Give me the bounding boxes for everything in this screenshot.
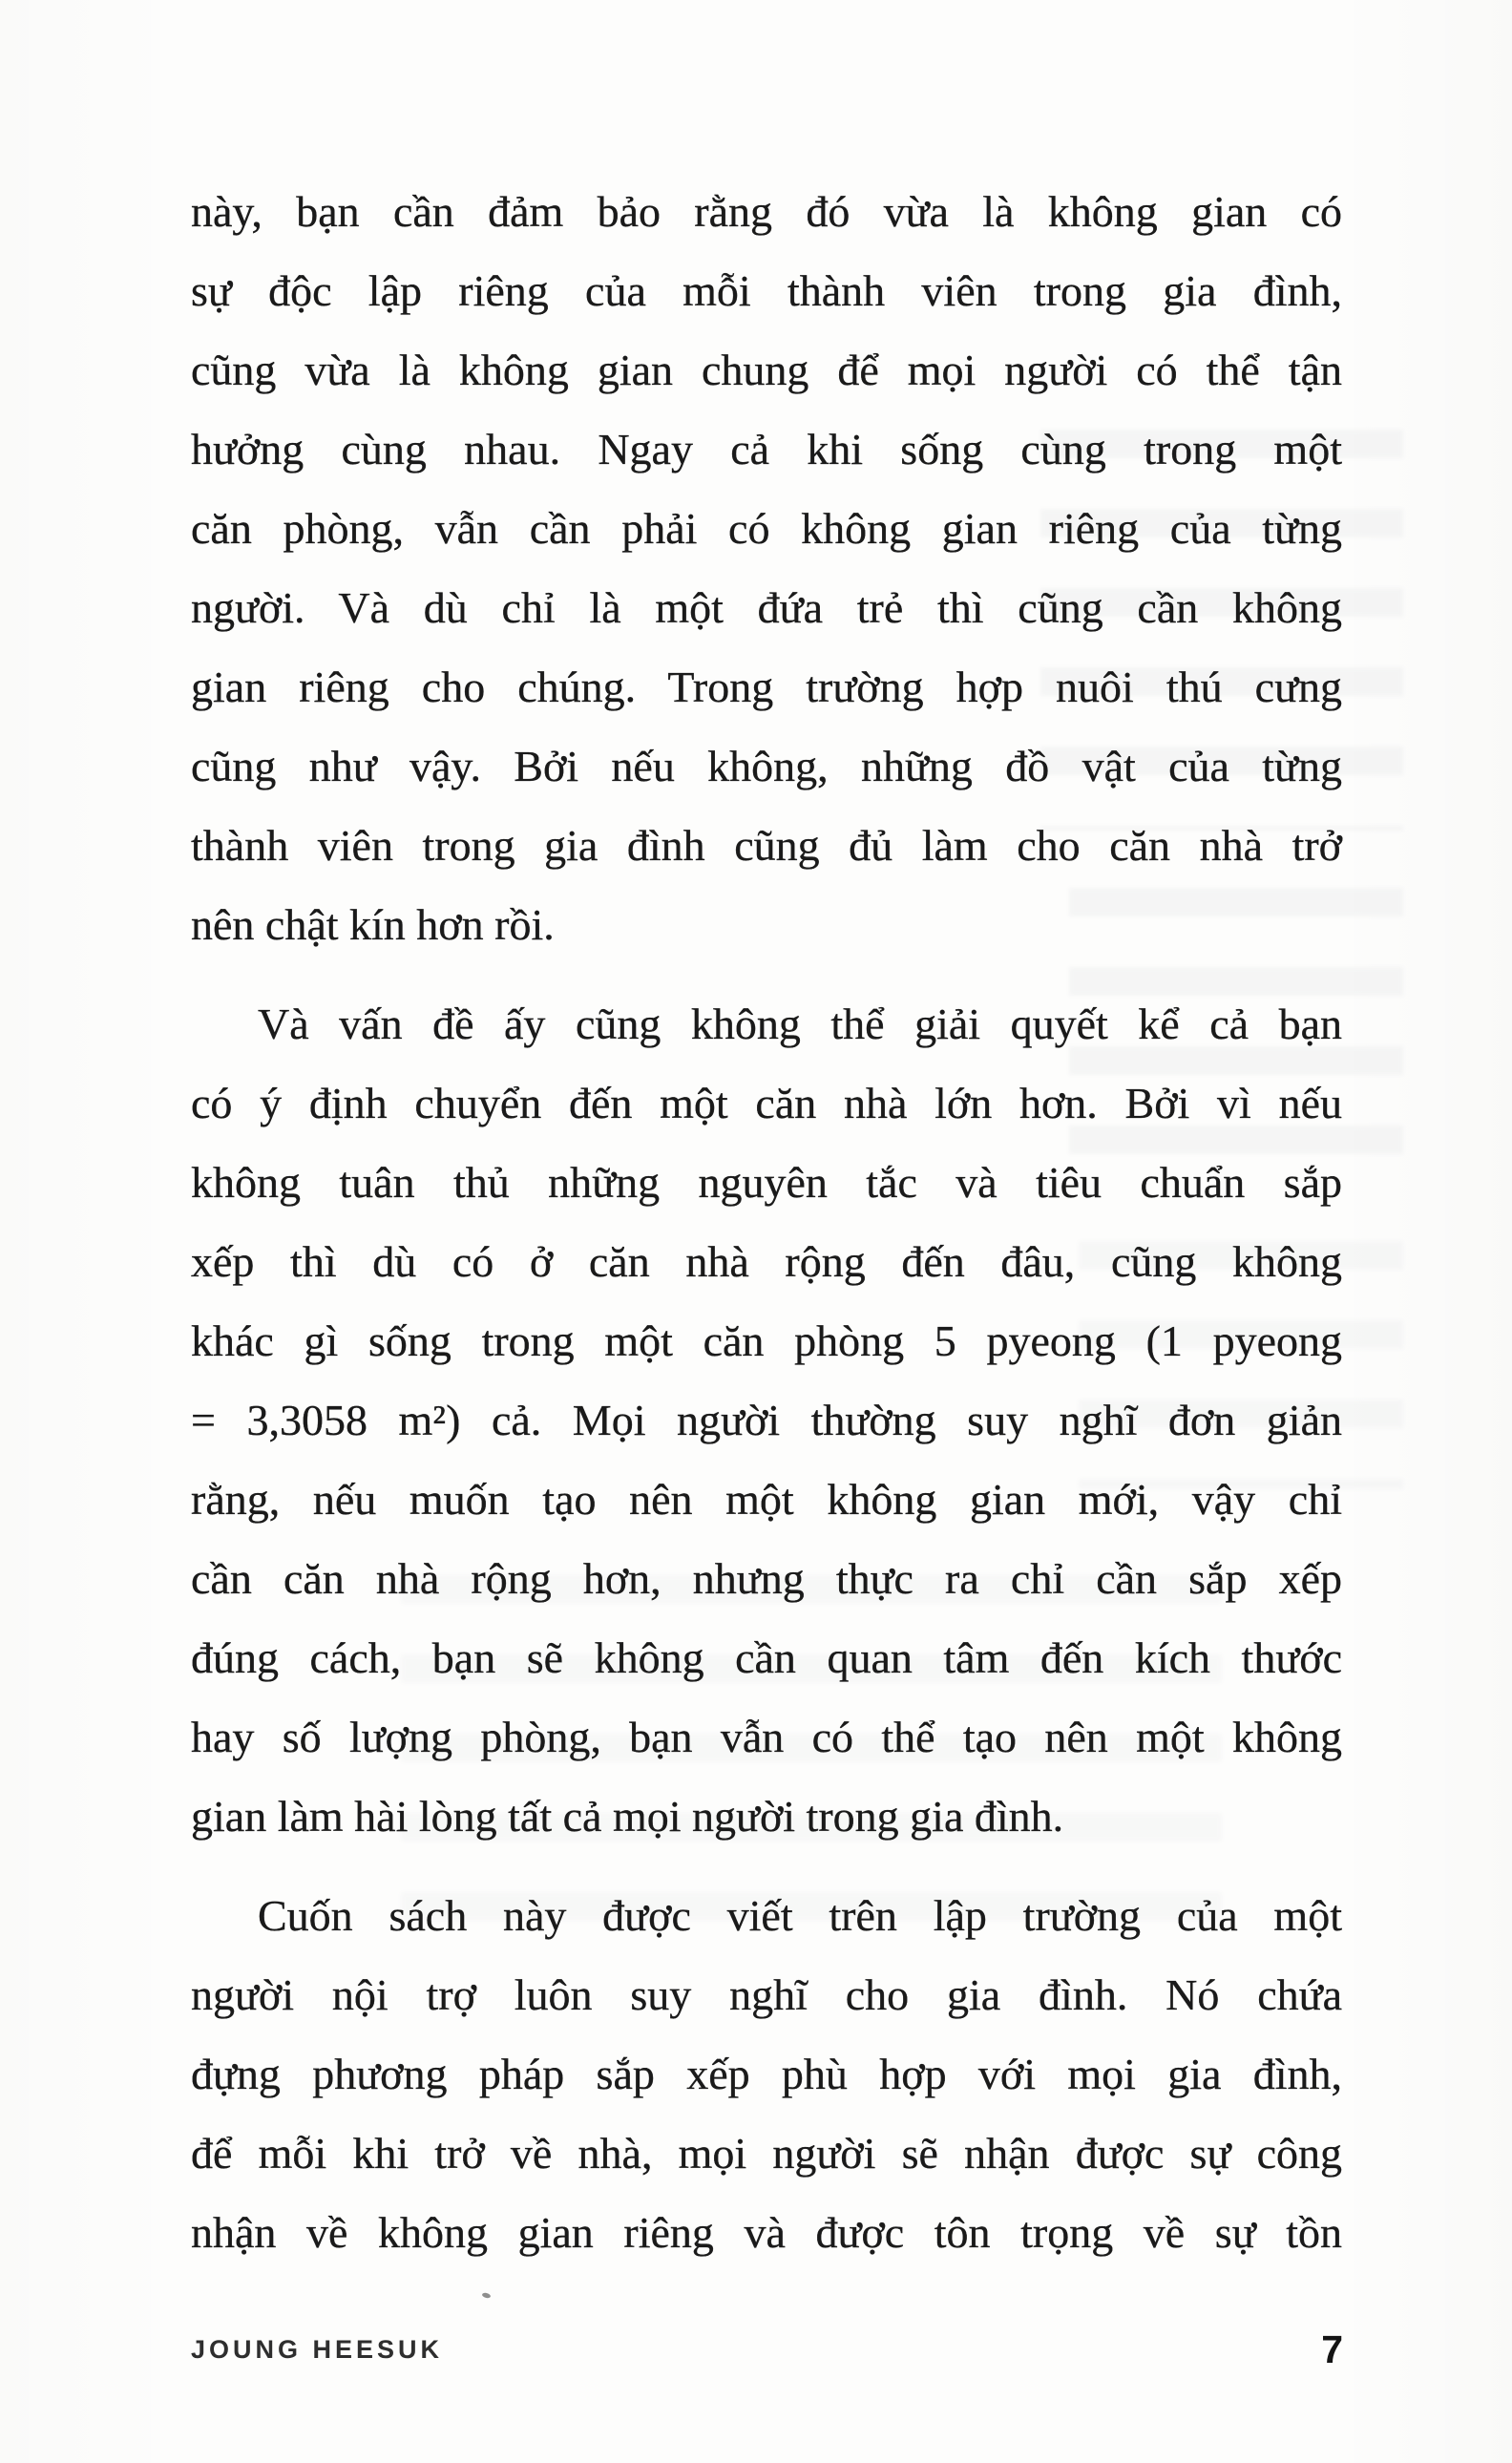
text-line: Cuốn sách này được viết trên lập trường của một: [258, 1891, 1342, 1940]
text-line: xếp thì dù có ở căn nhà rộng đến đâu, cũng không: [191, 1237, 1342, 1286]
text-line: gian làm hài lòng tất cả mọi người trong gia đình.: [191, 1792, 1064, 1841]
text-line: khác gì sống trong một căn phòng 5 pyeong (1 pyeong: [191, 1316, 1342, 1365]
text-line: cũng như vậy. Bởi nếu không, những đồ vật của từng: [191, 742, 1342, 790]
text-line: hưởng cùng nhau. Ngay cả khi sống cùng trong một: [191, 425, 1342, 474]
text-line: đúng cách, bạn sẽ không cần quan tâm đến kích thước: [191, 1633, 1342, 1682]
text-line: hay số lượng phòng, bạn vẫn có thể tạo nên một không: [191, 1713, 1342, 1761]
text-line: = 3,3058 m²) cả. Mọi người thường suy nghĩ đơn giản: [191, 1396, 1342, 1444]
text-line: thành viên trong gia đình cũng đủ làm cho căn nhà trở: [191, 821, 1342, 870]
text-line: đựng phương pháp sắp xếp phù hợp với mọi gia đình,: [191, 2050, 1342, 2098]
text-line: cũng vừa là không gian chung để mọi người có thể tận: [191, 346, 1342, 394]
text-line: này, bạn cần đảm bảo rằng đó vừa là không gian có: [191, 187, 1342, 236]
text-line: nhận về không gian riêng và được tôn trọng về sự tồn: [191, 2208, 1342, 2257]
text-line: căn phòng, vẫn cần phải có không gian riêng của từng: [191, 504, 1342, 553]
paragraph: [191, 1876, 1342, 2272]
text-line: gian riêng cho chúng. Trong trường hợp nuôi thú cưng: [191, 663, 1342, 711]
page-footer: [191, 2327, 1343, 2371]
text-line: nên chật kín hơn rồi.: [191, 900, 555, 949]
page-text: [191, 172, 1342, 2272]
running-footer-author: JOUNG HEESUK: [191, 2334, 444, 2364]
text-line: không tuân thủ những nguyên tắc và tiêu chuẩn sắp: [191, 1158, 1342, 1207]
text-line: người. Và dù chỉ là một đứa trẻ thì cũng cần không: [191, 583, 1342, 632]
text-line: để mỗi khi trở về nhà, mọi người sẽ nhận được sự công: [191, 2129, 1342, 2178]
paragraph: [191, 984, 1342, 1856]
text-line: cần căn nhà rộng hơn, nhưng thực ra chỉ cần sắp xếp: [191, 1554, 1342, 1603]
page-number: 7: [1321, 2326, 1343, 2371]
text-line: sự độc lập riêng của mỗi thành viên trong gia đình,: [191, 266, 1342, 315]
text-line: người nội trợ luôn suy nghĩ cho gia đình. Nó chứa: [191, 1970, 1342, 2019]
scan-artifact: [482, 2292, 492, 2299]
text-line: rằng, nếu muốn tạo nên một không gian mới, vậy chỉ: [191, 1475, 1342, 1524]
paragraph: [191, 172, 1342, 964]
text-line: có ý định chuyển đến một căn nhà lớn hơn. Bởi vì nếu: [191, 1079, 1342, 1127]
text-line: Và vấn đề ấy cũng không thể giải quyết kể cả bạn: [258, 1000, 1342, 1048]
